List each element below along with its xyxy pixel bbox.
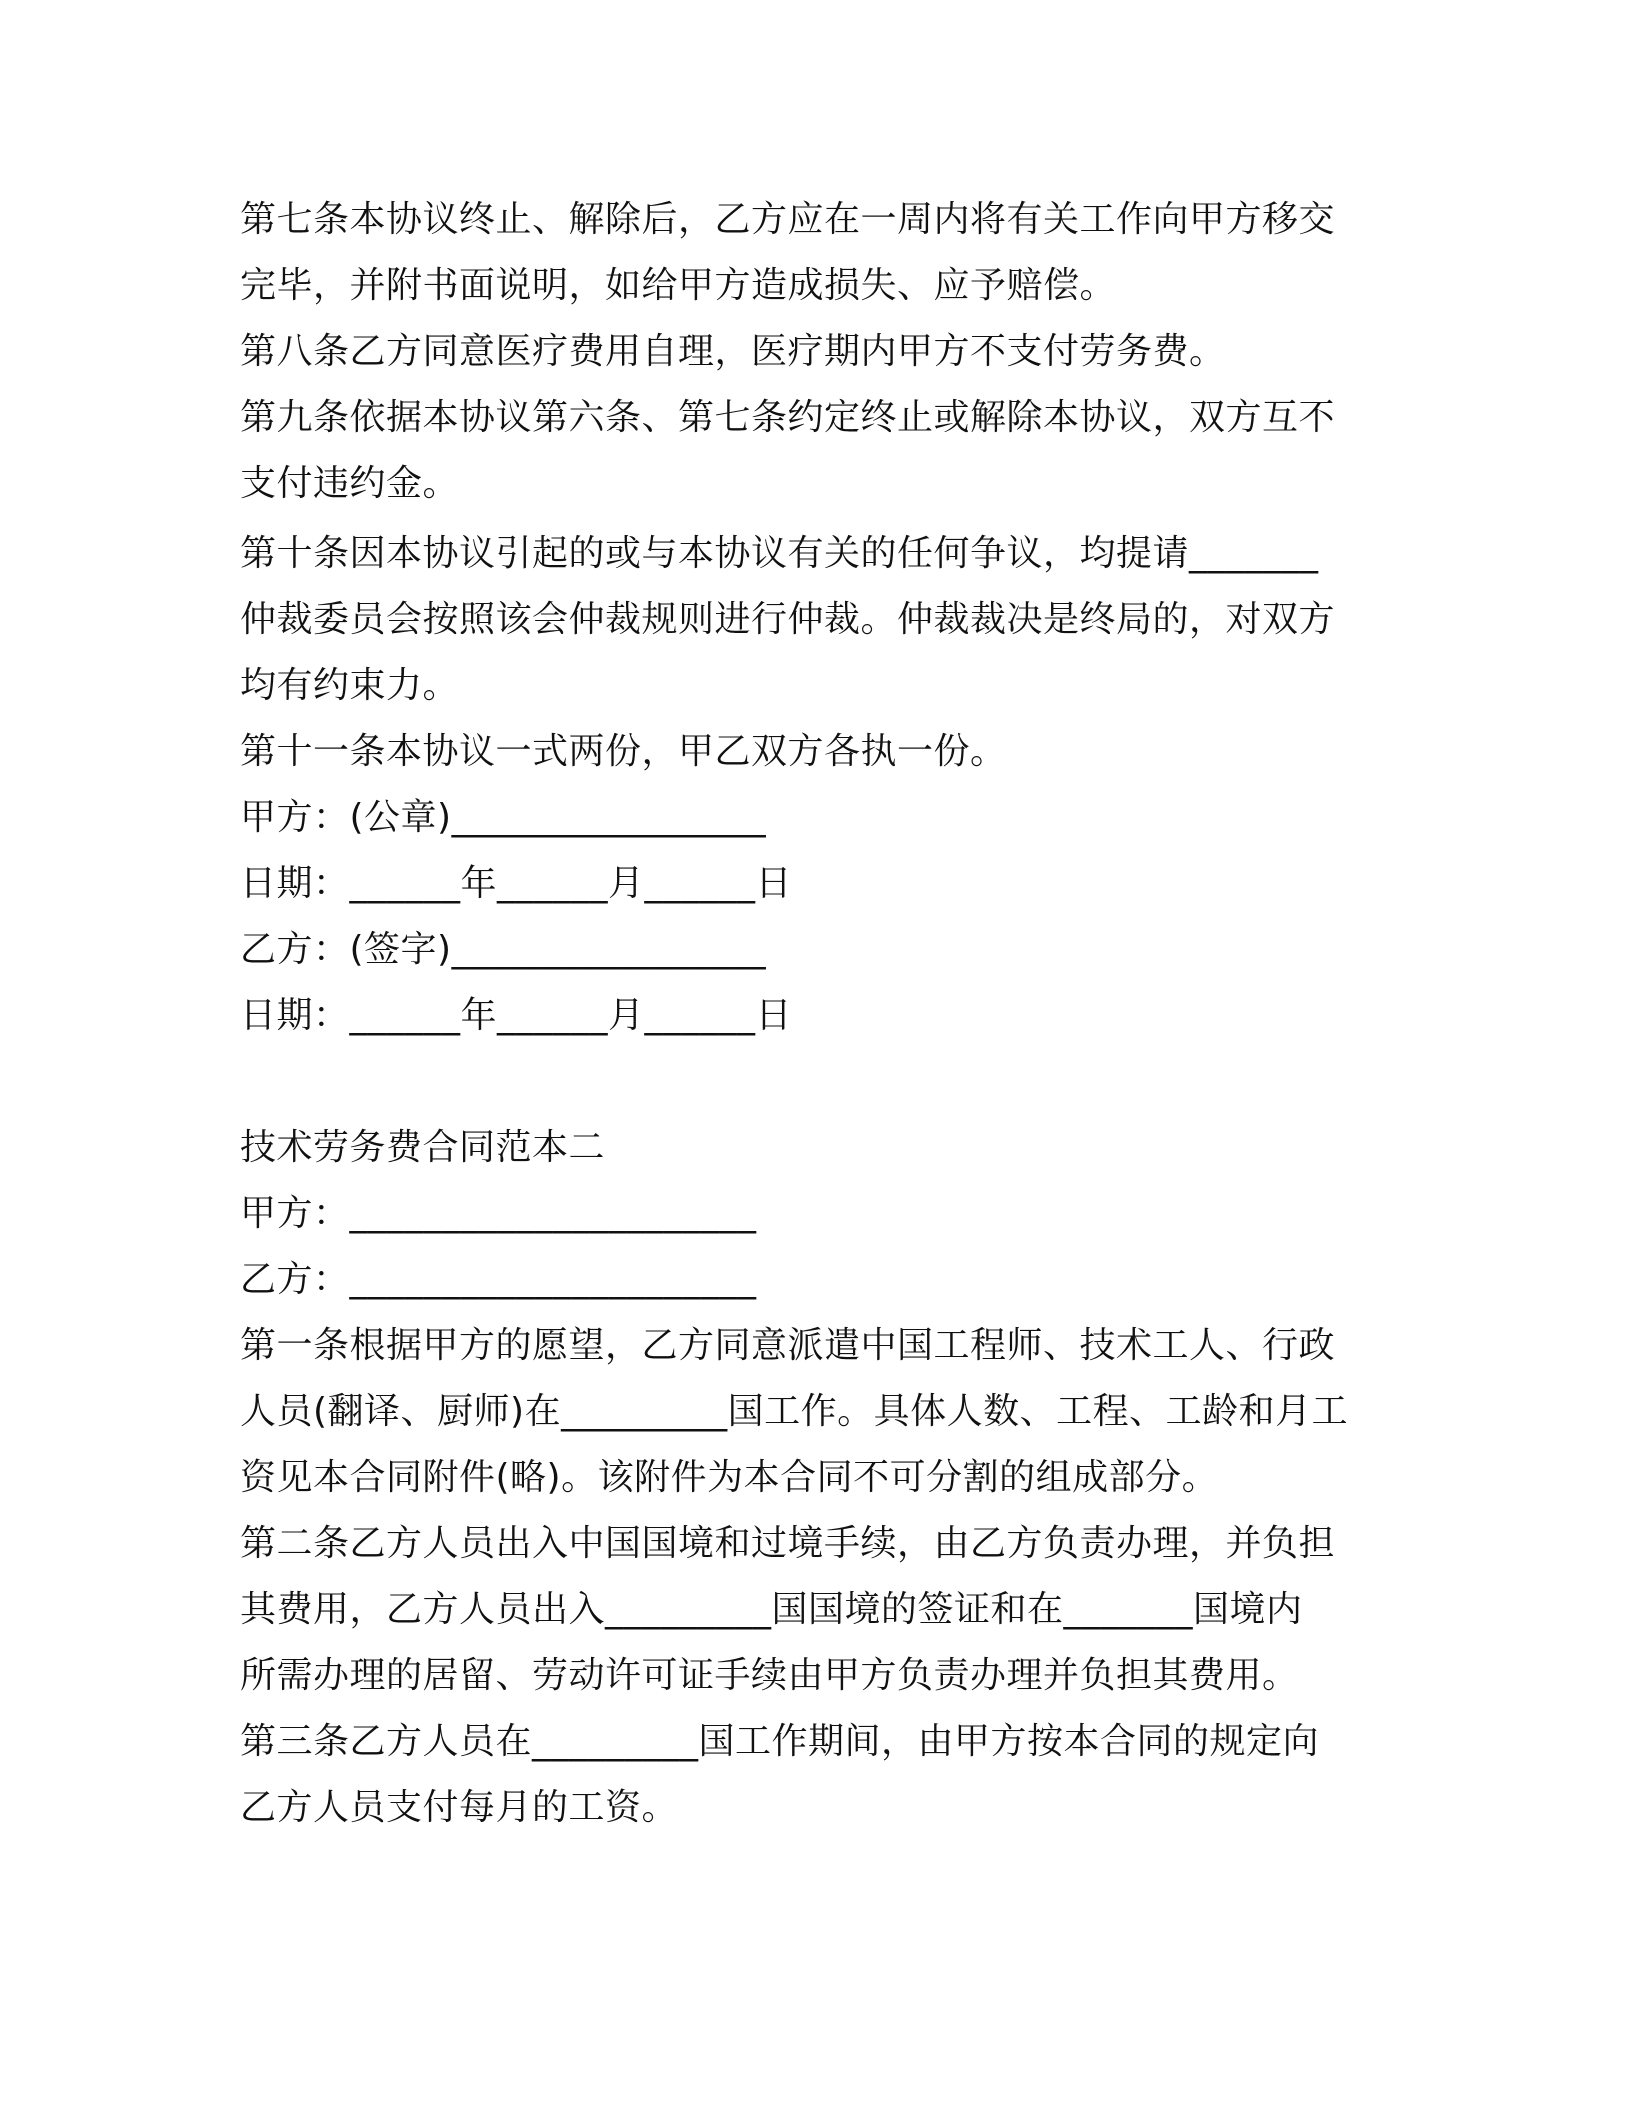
article-7-line-1: 第七条本协议终止、解除后，乙方应在一周内将有关工作向甲方移交: [240, 199, 1336, 240]
article-10-line-3: 均有约束力。: [240, 665, 460, 706]
article-1-line-3: 资见本合同附件(略)。该附件为本合同不可分割的组成部分。: [240, 1457, 1219, 1498]
article-9-line-1: 第九条依据本协议第六条、第七条约定终止或解除本协议，双方互不: [240, 397, 1336, 438]
article-7-line-2: 完毕，并附书面说明，如给甲方造成损失、应予赔偿。: [240, 265, 1117, 306]
article-1-line-1: 第一条根据甲方的愿望，乙方同意派遣中国工程师、技术工人、行政: [240, 1325, 1336, 1366]
party-a-date-line: 日期：______年______月______日: [240, 863, 793, 904]
article-9-line-2: 支付违约金。: [240, 463, 460, 504]
article-1-line-2: 人员(翻译、厨师)在_________国工作。具体人数、工程、工龄和月工: [240, 1391, 1349, 1432]
party-b-date-line: 日期：______年______月______日: [240, 995, 793, 1036]
article-2-line-1: 第二条乙方人员出入中国国境和过境手续，由乙方负责办理，并负担: [240, 1523, 1336, 1564]
party-b-line: 乙方：______________________: [240, 1259, 757, 1300]
article-10-line-2: 仲裁委员会按照该会仲裁规则进行仲裁。仲裁裁决是终局的，对双方: [240, 599, 1336, 640]
article-11-line: 第十一条本协议一式两份，甲乙双方各执一份。: [240, 731, 1007, 772]
contract-title: 技术劳务费合同范本二: [240, 1127, 606, 1168]
article-2-line-3: 所需办理的居留、劳动许可证手续由甲方负责办理并负担其费用。: [240, 1655, 1299, 1696]
party-a-seal-line: 甲方：(公章)_________________: [240, 797, 767, 838]
article-3-line-1: 第三条乙方人员在_________国工作期间，由甲方按本合同的规定向: [240, 1721, 1320, 1762]
article-2-line-2: 其费用，乙方人员出入_________国国境的签证和在_______国境内: [240, 1589, 1303, 1630]
article-8-line: 第八条乙方同意医疗费用自理，医疗期内甲方不支付劳务费。: [240, 331, 1226, 372]
article-10-line-1: 第十条因本协议引起的或与本协议有关的任何争议，均提请_______: [240, 533, 1319, 574]
party-b-sign-line: 乙方：(签字)_________________: [240, 929, 767, 970]
article-3-line-2: 乙方人员支付每月的工资。: [240, 1787, 679, 1828]
party-a-line: 甲方：______________________: [240, 1193, 757, 1234]
